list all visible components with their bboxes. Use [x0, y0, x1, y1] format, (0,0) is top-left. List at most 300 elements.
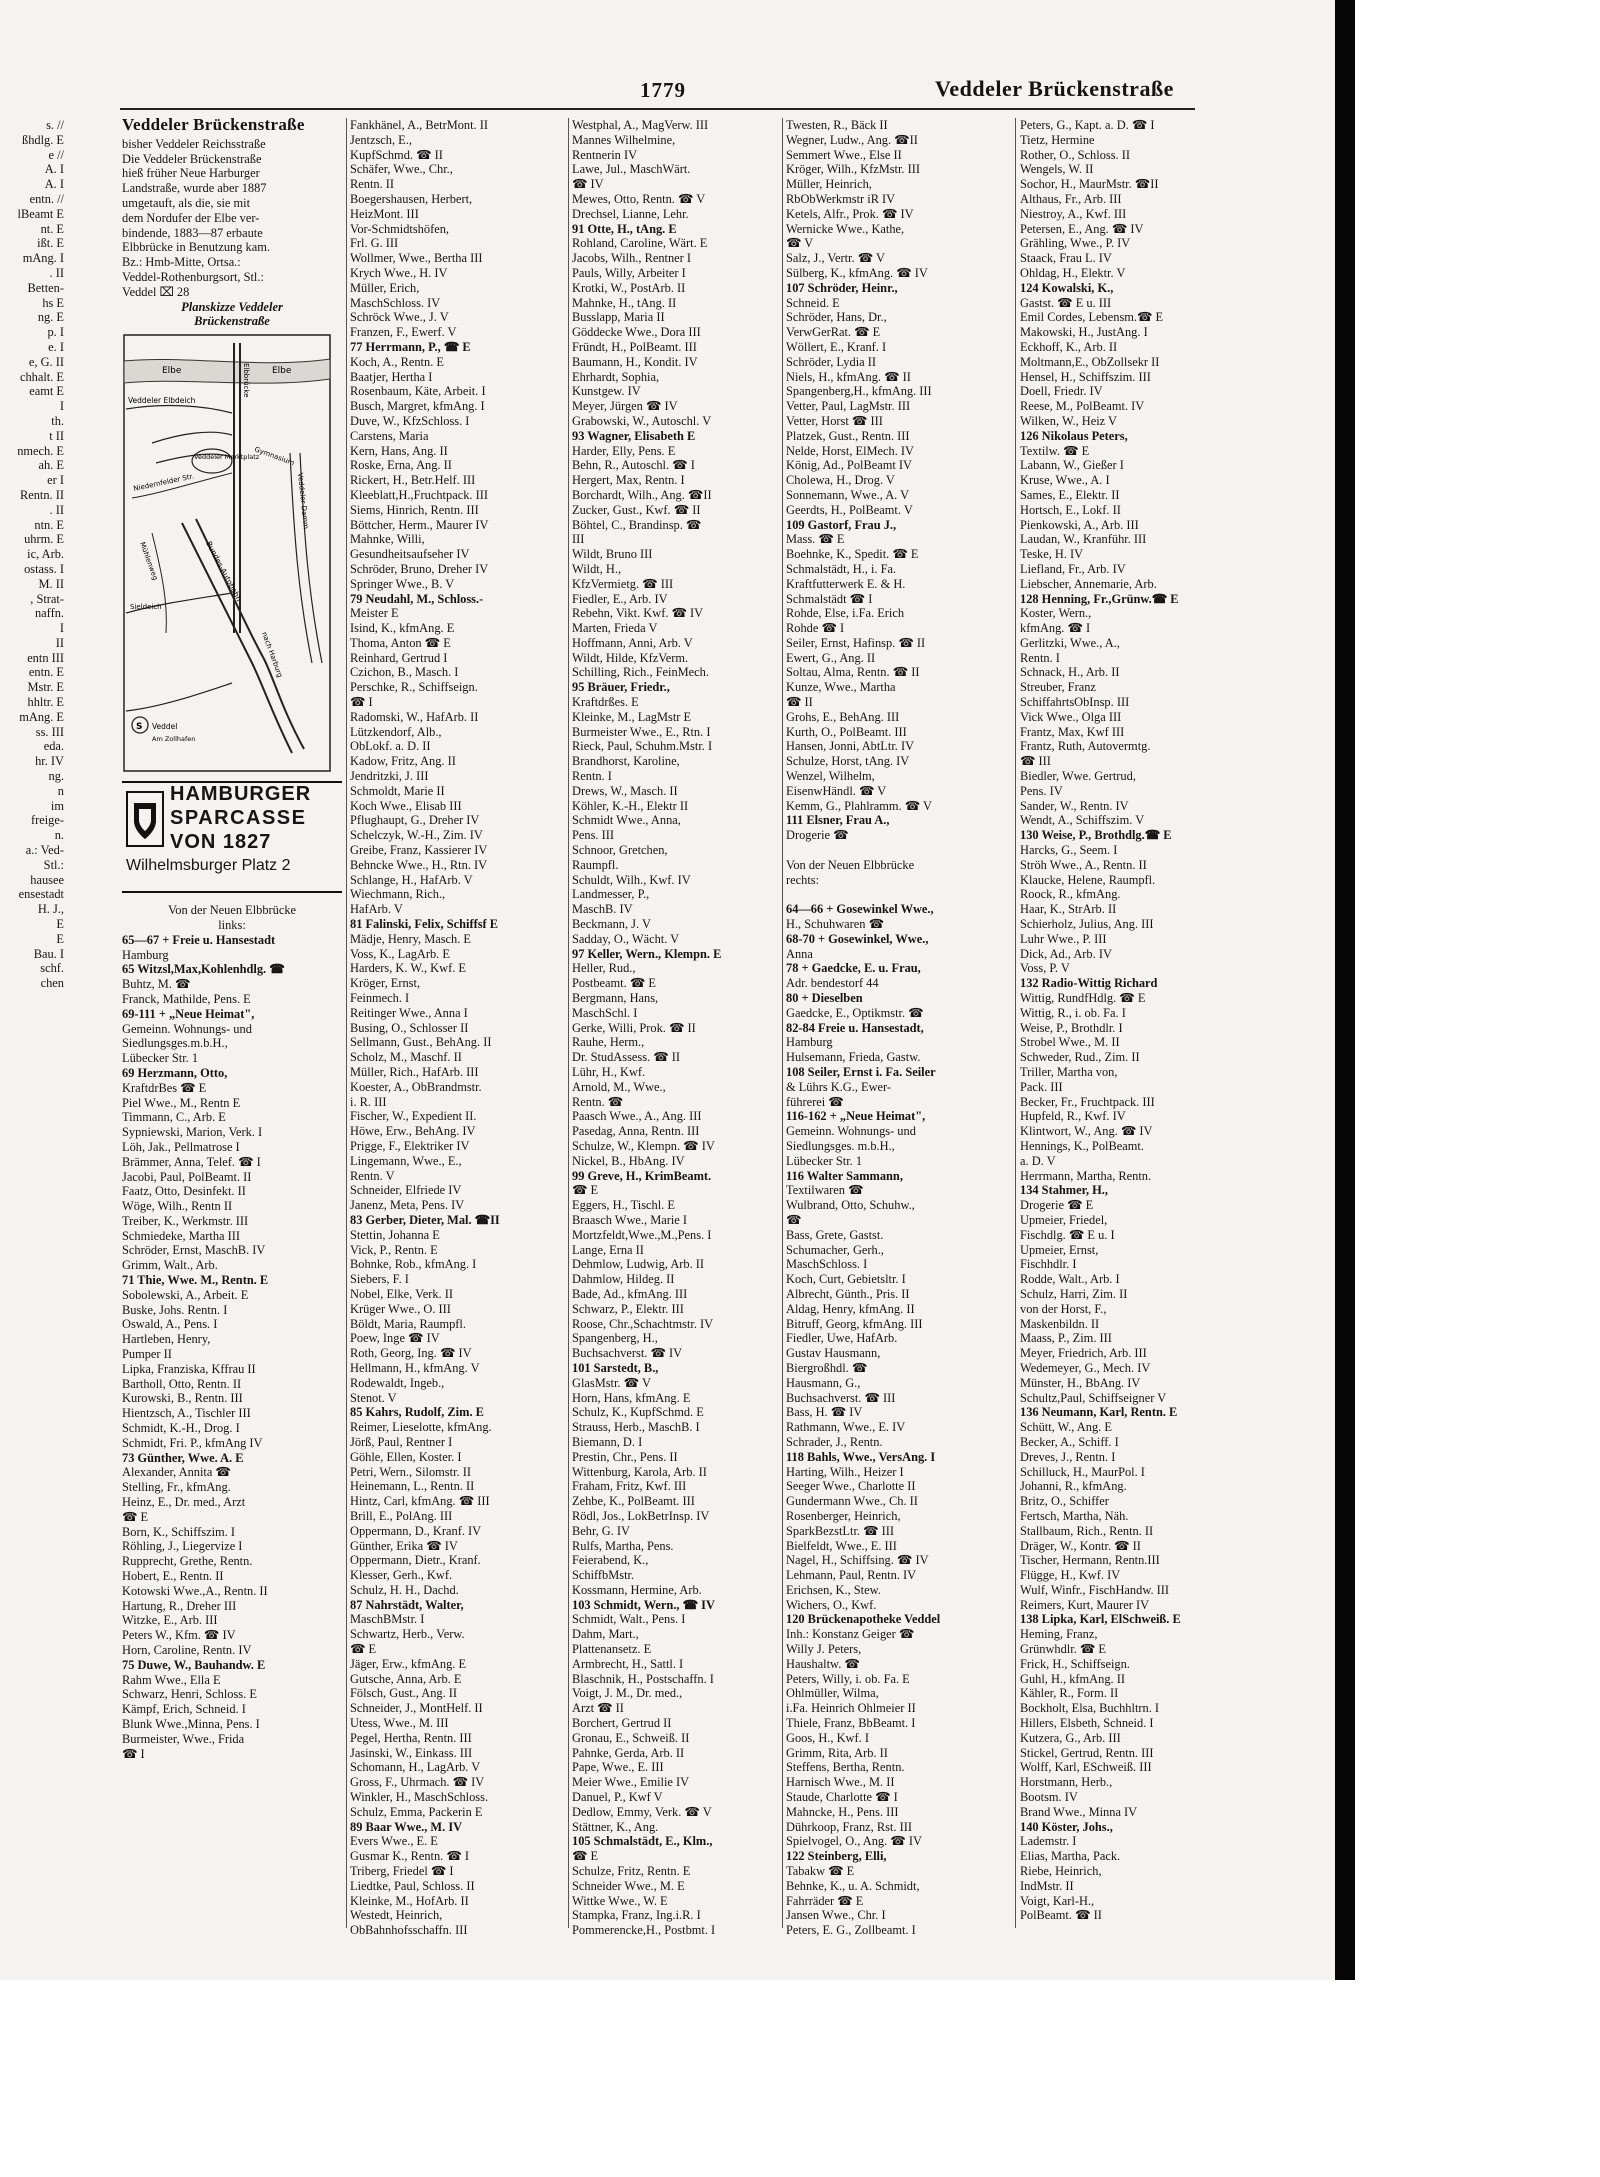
directory-entry: Böttcher, Herm., Maurer IV — [350, 517, 489, 532]
history-line: Veddel ⌧ 28 — [122, 284, 190, 299]
directory-entry: Jacobi, Paul, PolBeamt. II — [122, 1169, 252, 1184]
directory-entry: Rupprecht, Grethe, Rentn. — [122, 1554, 253, 1569]
directory-entry: Klesser, Gerh., Kwf. — [350, 1568, 453, 1583]
directory-entry: 71 Thie, Wwe. M., Rentn. E — [122, 1273, 269, 1288]
directory-entry: Schröder, Ernst, MaschB. IV — [122, 1243, 266, 1258]
directory-entry: Luhr Wwe., P. III — [1020, 931, 1107, 946]
directory-entry: Poew, Inge ☎ IV — [350, 1331, 440, 1346]
directory-entry: Schelczyk, W.-H., Zim. IV — [350, 828, 483, 843]
directory-entry: Heller, Rud., — [572, 961, 636, 976]
directory-entry: Schumacher, Gerh., — [786, 1242, 884, 1257]
directory-entry: Drechsel, Lianne, Lehr. — [572, 206, 689, 221]
map-label-elbe-left: Elbe — [162, 366, 182, 377]
history-line: Veddel-Rothenburgsort, Stl.: — [122, 269, 264, 284]
directory-entry: Baumann, H., Kondit. IV — [572, 354, 698, 369]
street-title: Veddeler Brückenstraße — [935, 76, 1174, 101]
directory-entry: ObLokf. a. D. II — [350, 739, 431, 754]
directory-entry: Ströh Wwe., A., Rentn. II — [1020, 857, 1147, 872]
directory-entry: Greibe, Franz, Kassierer IV — [350, 843, 488, 858]
directory-entry: MaschBMstr. I — [350, 1612, 425, 1627]
directory-entry: Dick, Ad., Arb. IV — [1020, 946, 1112, 961]
directory-entry: führerei ☎ — [786, 1094, 844, 1109]
directory-entry: Brandhorst, Karoline, — [572, 754, 680, 769]
directory-entry: Reitinger Wwe., Anna I — [350, 1005, 468, 1020]
directory-entry: 132 Radio-Wittig Richard — [1020, 976, 1158, 991]
directory-entry: Gross, F., Uhrmach. ☎ IV — [350, 1775, 485, 1790]
directory-entry: 109 Gastorf, Frau J., — [786, 517, 897, 532]
directory-entry: Schmidt, K.-H., Drog. I — [122, 1421, 240, 1436]
directory-entry: Drogerie ☎ E — [1020, 1198, 1094, 1213]
directory-entry: HeizMont. III — [350, 206, 419, 221]
directory-entry: Dräger, W., Kontr. ☎ II — [1020, 1538, 1141, 1553]
stub-line: II — [55, 635, 64, 650]
column-divider — [346, 118, 347, 1928]
stub-line: I — [59, 621, 64, 636]
stub-line: er I — [47, 473, 64, 488]
directory-entry: Textilwaren ☎ — [786, 1183, 864, 1198]
directory-entry: Rosenbaum, Käte, Arbeit. I — [350, 384, 486, 399]
directory-entry: Böldt, Maria, Raumpfl. — [350, 1316, 466, 1331]
directory-entry: Mortzfeldt,Wwe.,M.,Pens. I — [572, 1227, 712, 1242]
stub-line: E — [56, 931, 64, 946]
directory-entry: Goos, H., Kwf. I — [786, 1730, 869, 1745]
directory-entry: Triberg, Friedel ☎ I — [350, 1864, 454, 1879]
history-line: Die Veddeler Brückenstraße — [122, 151, 262, 166]
directory-entry: Koster, Wern., — [1020, 606, 1092, 621]
directory-entry: Kleinke, M., LagMstr E — [572, 709, 692, 724]
directory-entry: Riebe, Heinrich, — [1020, 1864, 1102, 1879]
directory-entry: Koch Wwe., Elisab III — [350, 798, 462, 813]
stub-line: naffn. — [34, 606, 64, 621]
directory-entry: Roske, Erna, Ang. II — [350, 458, 452, 473]
directory-entry: Behncke Wwe., H., Rtn. IV — [350, 857, 488, 872]
directory-entry: Heming, Franz, — [1020, 1627, 1098, 1642]
directory-entry: Schäfer, Wwe., Chr., — [350, 162, 453, 177]
directory-entry: Peters, G., Kapt. a. D. ☎ I — [1020, 118, 1155, 132]
directory-entry: Gusmar K., Rentn. ☎ I — [350, 1849, 470, 1864]
directory-entry: Niels, H., kfmAng. ☎ II — [786, 369, 911, 384]
stub-line: entn. // — [29, 191, 64, 206]
sparcasse-emblem-icon — [126, 791, 164, 847]
directory-entry: Zehbe, K., PolBeamt. III — [572, 1494, 695, 1509]
directory-entry: Behr, G. IV — [572, 1523, 631, 1538]
directory-entry: Sülberg, K., kfmAng. ☎ IV — [786, 265, 928, 280]
directory-entry: Vetter, Paul, LagMstr. III — [786, 399, 911, 414]
stub-line: A. I — [44, 177, 64, 192]
directory-entry: Fraham, Fritz, Kwf. III — [572, 1479, 687, 1494]
map-label-veddeler-damm: Veddeler Damm — [296, 472, 310, 530]
directory-entry: Rohland, Caroline, Wärt. E — [572, 236, 708, 251]
directory-entry: Rathmann, Wwe., E. IV — [786, 1420, 906, 1435]
section-heading-line-2: links: — [218, 917, 246, 932]
directory-entry: Reinhard, Gertrud I — [350, 650, 448, 665]
directory-entry: Harnisch Wwe., M. II — [786, 1775, 895, 1790]
directory-entry: Schmidt, Fri. P., kfmAng IV — [122, 1435, 263, 1450]
directory-entry: PolBeamt. ☎ II — [1020, 1908, 1102, 1923]
history-line: dem Nordufer der Elbe ver- — [122, 210, 260, 225]
directory-entry: Schulze, W., Klempn. ☎ IV — [572, 1138, 715, 1153]
directory-entry: Jasinski, W., Einkass. III — [350, 1745, 473, 1760]
directory-entry: Buhtz, M. ☎ — [122, 977, 191, 992]
directory-entry: Arzt ☎ II — [572, 1701, 624, 1716]
directory-entry: 68-70 + Gosewinkel, Wwe., — [786, 931, 929, 946]
directory-entry: Bass, Grete, Gastst. — [786, 1227, 884, 1242]
directory-entry: Platzek, Gust., Rentn. III — [786, 428, 910, 443]
directory-entry: Schnoor, Gretchen, — [572, 843, 668, 858]
directory-entry: 69 Herzmann, Otto, — [122, 1065, 228, 1080]
directory-entry: Jentzsch, E., — [350, 132, 412, 147]
directory-entry: Schlange, H., HafArb. V — [350, 872, 473, 887]
stub-line: p. I — [47, 325, 64, 340]
directory-entry: Duve, W., KfzSchloss. I — [350, 413, 470, 428]
directory-entry: ☎ E — [350, 1642, 377, 1657]
directory-entry: Kern, Hans, Ang. II — [350, 443, 448, 458]
directory-entry: Drews, W., Masch. II — [572, 783, 678, 798]
directory-entry: von der Horst, F., — [1020, 1301, 1107, 1316]
directory-entry: IndMstr. II — [1020, 1878, 1074, 1893]
map-label-elbe-right: Elbe — [272, 366, 292, 377]
stub-line: im — [50, 798, 64, 813]
directory-entry: 80 + Dieselben — [786, 991, 863, 1006]
directory-entry: Mannes Wilhelmine, — [572, 132, 676, 147]
directory-entry: Ohlmüller, Wilma, — [786, 1686, 879, 1701]
directory-entry: Voss, K., LagArb. E — [350, 946, 450, 961]
directory-entry: Müller, Heinrich, — [786, 177, 872, 192]
directory-entry: Rödl, Jos., LokBetrInsp. IV — [572, 1508, 710, 1523]
stub-line: e. I — [48, 339, 64, 354]
directory-entry: KfzVermietg. ☎ III — [572, 576, 674, 591]
map-label-muehlenweg: Mühlenweg — [138, 541, 160, 582]
directory-entry: Wittke Wwe., W. E — [572, 1893, 668, 1908]
directory-entry: Thiele, Franz, BbBeamt. I — [786, 1716, 916, 1731]
directory-entry — [786, 887, 1011, 902]
directory-entry: 77 Herrmann, P., ☎ E — [350, 339, 471, 354]
directory-entry: Rohde, Else, i.Fa. Erich — [786, 606, 905, 621]
directory-entry: Borchardt, Wilh., Ang. ☎II — [572, 487, 712, 502]
directory-entry: Schröder, Lydia II — [786, 354, 876, 369]
directory-entry: Fründt, H., PolBeamt. III — [572, 339, 697, 354]
directory-entry: SchiffbMstr. — [572, 1568, 635, 1583]
directory-entry: Meyer, Jürgen ☎ IV — [572, 399, 678, 414]
street-map-sketch — [122, 333, 332, 773]
stub-line: . II — [49, 265, 64, 280]
directory-entry: SchiffahrtsObInsp. III — [1020, 695, 1130, 710]
directory-entry: 136 Neumann, Karl, Rentn. E — [1020, 1405, 1178, 1420]
directory-entry: Staack, Frau L. IV — [1020, 251, 1112, 266]
directory-entry: Wiechmann, Rich., — [350, 887, 446, 902]
directory-entry: ☎ II — [786, 695, 813, 710]
directory-entry: Althaus, Fr., Arb. III — [1020, 191, 1122, 206]
directory-entry: Pens. IV — [1020, 783, 1063, 798]
directory-entry: ☎ E — [122, 1509, 149, 1524]
ad-line-1: HAMBURGER — [170, 783, 312, 806]
directory-entry: Gerlitzki, Wwe., A., — [1020, 635, 1120, 650]
directory-entry: Bass, H. ☎ IV — [786, 1405, 863, 1420]
directory-entry: Horn, Caroline, Rentn. IV — [122, 1643, 252, 1657]
directory-entry: Schmidt, Walt., Pens. I — [572, 1612, 686, 1627]
directory-entry: Johanni, R., kfmAng. — [1020, 1479, 1127, 1494]
directory-entry: Burmeister Wwe., E., Rtn. I — [572, 724, 711, 739]
directory-entry: Frantz, Max, Kwf III — [1020, 724, 1125, 739]
directory-entry: Spangenberg, H., — [572, 1331, 658, 1346]
directory-entry: Becker, Fr., Fruchtpack. III — [1020, 1094, 1155, 1109]
directory-entry: Wichers, O., Kwf. — [786, 1597, 877, 1612]
directory-entry: i.Fa. Heinrich Ohlmeier II — [786, 1701, 916, 1716]
directory-entry: Hensel, H., Schiffszim. III — [1020, 369, 1151, 384]
directory-entry: Schulze, Fritz, Rentn. E — [572, 1864, 691, 1879]
directory-entry: Emil Cordes, Lebensm.☎ E — [1020, 310, 1164, 325]
column-4 — [786, 118, 1011, 1938]
directory-entry: Harting, Wilh., Heizer I — [786, 1464, 904, 1479]
directory-entry: Harcks, G., Seem. I — [1020, 843, 1118, 858]
directory-entry: Stenot. V — [350, 1390, 397, 1405]
directory-entry: III — [572, 532, 585, 547]
directory-entry: Kähler, R., Form. II — [1020, 1686, 1119, 1701]
directory-entry: Landmesser, P., — [572, 887, 650, 902]
directory-entry: Weise, P., Brothdlr. I — [1020, 1020, 1123, 1035]
stub-line: a.: Ved- — [25, 843, 64, 858]
directory-entry: Lawe, Jul., MaschWärt. — [572, 162, 691, 177]
directory-entry: Oppermann, Dietr., Kranf. — [350, 1553, 481, 1568]
directory-entry: Alexander, Annita ☎ — [122, 1465, 231, 1480]
directory-entry: Hartleben, Henry, — [122, 1332, 211, 1347]
directory-entry: Koester, A., ObBrandmstr. — [350, 1079, 482, 1094]
directory-entry: Paasch Wwe., A., Ang. III — [572, 1109, 702, 1124]
section-heading-line-1: Von der Neuen Elbbrücke — [167, 903, 297, 918]
directory-entry: Inh.: Konstanz Geiger ☎ — [786, 1627, 915, 1642]
directory-entry: Rodde, Walt., Arb. I — [1020, 1272, 1120, 1287]
directory-entry: Rentnerin IV — [572, 147, 638, 162]
directory-entry: VerwGerRat. ☎ E — [786, 325, 881, 340]
directory-entry: Reimer, Lieselotte, kfmAng. — [350, 1420, 492, 1435]
directory-entry: Arnold, M., Wwe., — [572, 1079, 666, 1094]
directory-entry: Krych Wwe., H. IV — [350, 265, 448, 280]
directory-entry: Hausmann, G., — [786, 1375, 861, 1390]
stub-line: eda. — [43, 739, 64, 754]
directory-entry: Jäger, Erw., kfmAng. E — [350, 1656, 467, 1671]
stub-line: H. J., — [37, 902, 64, 917]
directory-entry: Fischdlg. ☎ E u. I — [1020, 1227, 1115, 1242]
directory-entry: Gronau, E., Schweiß. II — [572, 1730, 690, 1745]
directory-entry: Schulz, K., KupfSchmd. E — [572, 1405, 704, 1420]
directory-entry: Schierholz, Julius, Ang. III — [1020, 917, 1154, 932]
directory-entry: Voigt, J. M., Dr. med., — [572, 1686, 683, 1701]
directory-entry: Fertsch, Martha, Näh. — [1020, 1508, 1129, 1523]
directory-entry: Schneider Wwe., M. E — [572, 1878, 685, 1893]
directory-entry: Sobolewski, A., Arbeit. E — [122, 1287, 249, 1302]
directory-entry: Klintwort, W., Ang. ☎ IV — [1020, 1124, 1153, 1139]
stub-line: s. // — [46, 118, 64, 132]
scan-border — [1335, 0, 1355, 1980]
directory-entry: GlasMstr. ☎ V — [572, 1375, 651, 1390]
directory-entry: Guhl, H., kfmAng. II — [1020, 1671, 1125, 1686]
directory-entry: Mahncke, H., Pens. III — [786, 1804, 899, 1819]
directory-entry: Reese, M., PolBeamt. IV — [1020, 399, 1145, 414]
directory-entry: Boegershausen, Herbert, — [350, 191, 473, 206]
directory-entry: Labann, W., Gießer I — [1020, 458, 1124, 473]
directory-entry: Roose, Chr.,Schachtmstr. IV — [572, 1316, 714, 1331]
map-label-zollhafen: Am Zollhafen — [152, 735, 196, 744]
directory-entry: Kraftfutterwerk E. & H. — [786, 576, 906, 591]
directory-entry: Schwarz, Henri, Schloss. E — [122, 1687, 257, 1702]
directory-entry: Marten, Frieda V — [572, 621, 658, 636]
stub-line: nmech. E — [17, 443, 64, 458]
directory-entry: 116 Walter Sammann, — [786, 1168, 903, 1183]
directory-entry: Rodewaldt, Ingeb., — [350, 1375, 445, 1390]
directory-entry: Fiedler, E., Arb. IV — [572, 591, 668, 606]
directory-entry: Oswald, A., Pens. I — [122, 1317, 218, 1332]
directory-entry: Laudan, W., Kranführ. III — [1020, 532, 1147, 547]
directory-entry: Faatz, Otto, Desinfekt. II — [122, 1184, 246, 1199]
directory-entry: Lützkendorf, Alb., — [350, 724, 442, 739]
stub-line: n. — [54, 828, 64, 843]
stub-line: Betten- — [27, 280, 64, 295]
directory-entry: Kröger, Wilh., KfzMstr. III — [786, 162, 921, 177]
stub-line: ng. E — [37, 310, 64, 325]
directory-entry: Schweder, Rud., Zim. II — [1020, 1050, 1140, 1065]
directory-entry: rechts: — [786, 872, 820, 887]
stub-line: Stl.: — [43, 857, 64, 872]
directory-entry: Fahrräder ☎ E — [786, 1893, 864, 1908]
directory-entry: Meier Wwe., Emilie IV — [572, 1775, 690, 1790]
directory-entry: Gaedcke, E., Optikmstr. ☎ — [786, 1005, 924, 1020]
directory-entry: Boehnke, K., Spedit. ☎ E — [786, 547, 919, 562]
history-line: Landstraße, wurde aber 1887 — [122, 181, 267, 196]
directory-entry: Müller, Erich, — [350, 280, 420, 295]
directory-entry: H., Schuhwaren ☎ — [786, 917, 885, 932]
directory-entry: Prigge, F., Elektriker IV — [350, 1138, 470, 1153]
directory-entry: Baatjer, Hertha I — [350, 369, 433, 384]
directory-entry: Dr. StudAssess. ☎ II — [572, 1050, 681, 1065]
sparcasse-advertisement — [122, 781, 342, 893]
directory-entry: Dehmlow, Ludwig, Arb. II — [572, 1257, 705, 1272]
directory-entry: Buchsachverst. ☎ III — [786, 1390, 896, 1405]
directory-entry: Göddecke Wwe., Dora III — [572, 325, 701, 340]
directory-entry: a. D. V — [1020, 1153, 1056, 1168]
directory-entry: Staude, Charlotte ☎ I — [786, 1790, 898, 1805]
directory-entry: Albrecht, Günth., Pris. II — [786, 1286, 910, 1301]
stub-line: ensestadt — [18, 887, 64, 902]
directory-entry: Lühr, H., Kwf. — [572, 1065, 646, 1079]
directory-entry: Sonnemann, Wwe., A. V — [786, 487, 910, 502]
directory-entry: Oppermann, D., Kranf. IV — [350, 1523, 482, 1538]
directory-entry: Petri, Wern., Silomstr. II — [350, 1464, 471, 1479]
directory-entry: Klaucke, Helene, Raumpfl. — [1020, 872, 1156, 887]
directory-entry: Pahnke, Gerda, Arb. II — [572, 1745, 685, 1760]
directory-entry: Grimm, Walt., Arb. — [122, 1258, 218, 1273]
directory-entry: Meister E — [350, 606, 399, 621]
directory-entry: Borchert, Gertrud II — [572, 1716, 672, 1731]
directory-entry: Winkler, H., MaschSchloss. — [350, 1790, 489, 1805]
directory-entry: Salz, J., Vertr. ☎ V — [786, 251, 885, 266]
box-title: Veddeler Brückenstraße — [122, 118, 305, 134]
directory-entry: Lademstr. I — [1020, 1834, 1077, 1849]
directory-entry: Maass, P., Zim. III — [1020, 1331, 1112, 1346]
directory-entry: Ewert, G., Ang. II — [786, 650, 876, 665]
map-label-elbdeich: Veddeler Elbdeich — [128, 396, 196, 406]
directory-entry: Wöllert, E., Kranf. I — [786, 339, 887, 354]
directory-entry: Gundermann Wwe., Ch. II — [786, 1494, 918, 1509]
directory-entry: Schröck Wwe., J. V — [350, 310, 449, 325]
directory-entry: Reimers, Kurt, Maurer IV — [1020, 1597, 1150, 1612]
directory-entry: Von der Neuen Elbbrücke — [786, 857, 915, 872]
directory-entry: Burmeister, Wwe., Frida — [122, 1731, 245, 1746]
directory-entry: Siems, Hinrich, Rentn. III — [350, 502, 479, 517]
directory-entry: Voss, P. V — [1020, 961, 1070, 976]
directory-entry: KraftdrBes ☎ E — [122, 1080, 207, 1095]
directory-entry: Britz, O., Schiffer — [1020, 1494, 1109, 1509]
directory-entry: Pumper II — [122, 1347, 172, 1362]
column-5 — [1020, 118, 1210, 1923]
directory-entry: Pasedag, Anna, Rentn. III — [572, 1124, 700, 1139]
directory-entry: Schröder, Bruno, Dreher IV — [350, 561, 489, 576]
map-label-autobahn: Bundes-Autobahn — [204, 539, 244, 604]
directory-entry: 73 Günther, Wwe. A. E — [122, 1450, 244, 1465]
ad-line-2: SPARCASSE — [170, 807, 307, 830]
directory-entry: Liedtke, Paul, Schloss. II — [350, 1878, 475, 1893]
directory-entry: 87 Nahrstädt, Walter, — [350, 1597, 464, 1612]
directory-entry: Plattenansetz. E — [572, 1642, 652, 1657]
directory-entry: Busslapp, Maria II — [572, 310, 665, 325]
directory-entry: Gemeinn. Wohnungs- und — [786, 1124, 916, 1139]
directory-entry: Isind, K., kfmAng. E — [350, 621, 455, 636]
directory-entry: Rentn. II — [350, 177, 395, 192]
directory-entry: Harder, Elly, Pens. E — [572, 443, 676, 458]
directory-entry: Rahm Wwe., Ella E — [122, 1672, 221, 1687]
history-line: bindende, 1883—87 erbaute — [122, 225, 263, 240]
directory-entry: Grimm, Rita, Arb. II — [786, 1745, 888, 1760]
directory-entry: Wildt, H., — [572, 561, 622, 576]
stub-line: Rentn. II — [19, 487, 64, 502]
directory-entry: Anna — [786, 946, 813, 961]
directory-entry: 75 Duwe, W., Bauhandw. E — [122, 1657, 266, 1672]
directory-entry: 124 Kowalski, K., — [1020, 280, 1114, 295]
directory-entry: Jacobs, Wilh., Rentner I — [572, 251, 692, 266]
directory-entry: Löh, Jak., Pellmatrose I — [122, 1139, 240, 1154]
directory-entry: Pommerencke,H., Postbmt. I — [572, 1923, 716, 1938]
stub-line: chen — [40, 976, 64, 991]
directory-entry: Triller, Martha von, — [1020, 1065, 1118, 1079]
stub-line: schf. — [40, 961, 64, 976]
directory-entry: Twesten, R., Bäck II — [786, 118, 888, 132]
stub-line: hausee — [30, 872, 64, 887]
directory-entry: kfmAng. ☎ I — [1020, 621, 1091, 636]
directory-entry: Herrmann, Martha, Rentn. — [1020, 1168, 1152, 1183]
directory-entry: Schrader, J., Rentn. — [786, 1434, 883, 1449]
directory-entry: 128 Henning, Fr.,Grünw.☎ E — [1020, 591, 1179, 606]
directory-entry: Schmidt Wwe., Anna, — [572, 813, 681, 828]
directory-entry: Liefland, Fr., Arb. IV — [1020, 561, 1126, 576]
directory-entry: & Lührs K.G., Ewer- — [786, 1079, 892, 1094]
directory-entry: Strauss, Herb., MaschB. I — [572, 1420, 700, 1435]
directory-entry: Harders, K. W., Kwf. E — [350, 961, 466, 976]
directory-entry: Seeger Wwe., Charlotte II — [786, 1479, 916, 1494]
directory-entry: Wollmer, Wwe., Bertha III — [350, 251, 483, 266]
directory-entry: Wulf, Winfr., FischHandw. III — [1020, 1582, 1170, 1597]
directory-entry: Gutsche, Anna, Arb. E — [350, 1671, 462, 1686]
directory-entry: Stelling, Fr., kfmAng. — [122, 1480, 231, 1495]
directory-entry: Rohde ☎ I — [786, 621, 845, 636]
directory-entry: Heinz, E., Dr. med., Arzt — [122, 1495, 246, 1510]
directory-entry: Bade, Ad., kfmAng. III — [572, 1286, 688, 1301]
svg-text:S: S — [136, 722, 143, 733]
stub-line: ostass. I — [24, 561, 64, 576]
directory-entry: Bohnke, Rob., kfmAng. I — [350, 1257, 477, 1272]
directory-entry: Steffens, Bertha, Rentn. — [786, 1760, 905, 1775]
history-line: Elbbrücke in Benutzung kam. — [122, 240, 270, 255]
directory-entry: MaschSchloss. I — [786, 1257, 868, 1272]
directory-entry: Schütt, W., Ang. E — [1020, 1420, 1112, 1435]
